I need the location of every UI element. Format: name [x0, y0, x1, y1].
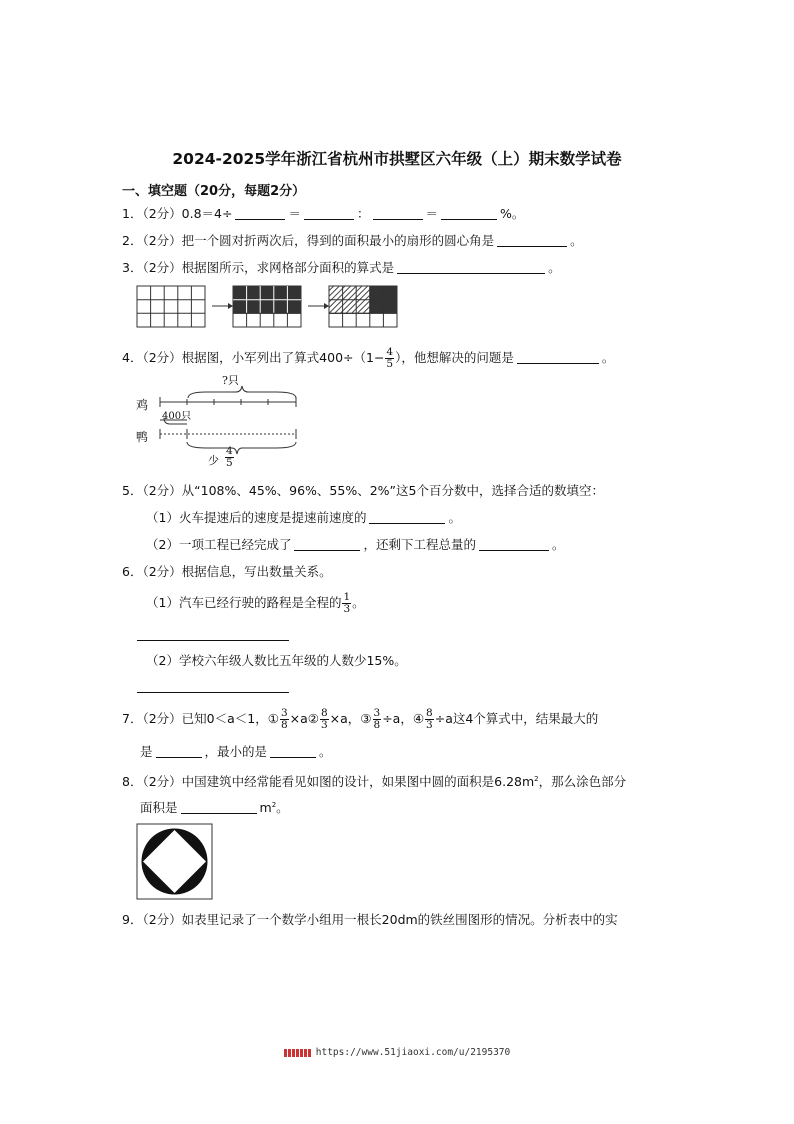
question-5: 5．（2分）从“108%、45%、96%、55%、2%”这5个百分数中，选择合适的数填空：: [122, 483, 604, 498]
blank[interactable]: [397, 260, 545, 274]
blank[interactable]: [235, 206, 285, 220]
grid-figure: [136, 285, 398, 329]
blank[interactable]: [441, 206, 497, 220]
question-6: 6．（2分）根据信息，写出数量关系。: [122, 564, 332, 579]
section-heading: 一、填空题（20分，每题2分）: [122, 184, 306, 199]
answer-line[interactable]: [137, 640, 289, 641]
blank[interactable]: [479, 537, 549, 551]
question-1: 1．（2分）0.8＝4÷ ＝ ： ＝ %。: [122, 206, 525, 221]
question-2: 2．（2分）把一个圆对折两次后，得到的面积最小的扇形的圆心角是 。: [122, 233, 583, 248]
question-4: 4．（2分）根据图，小军列出了算式400÷（1− $\frac{4}{5}$ ），他想解决的问题是 。: [122, 346, 615, 370]
blank[interactable]: [156, 744, 202, 758]
blank[interactable]: [369, 510, 445, 524]
blank[interactable]: [304, 206, 354, 220]
arrow-icon: [212, 303, 233, 309]
circle-square-figure: [136, 823, 214, 901]
footer-link[interactable]: https://www.51jiaoxi.com/u/2195370: [315, 1047, 511, 1058]
blank[interactable]: [270, 744, 316, 758]
answer-line[interactable]: [137, 692, 289, 693]
segment-diagram: 鸡 鸭 ?只 400只 少 $\frac{4}{5}$: [136, 372, 301, 472]
page-title: 2024-2025学年浙江省杭州市拱墅区六年级（上）期末数学试卷: [172, 150, 622, 168]
question-7-line2: 是 ，最小的是 。: [140, 744, 332, 759]
page-footer: [0, 1047, 794, 1058]
blank[interactable]: [373, 206, 423, 220]
blank[interactable]: [497, 233, 567, 247]
question-8-line2: 面积是 $m^2$。: [140, 800, 289, 816]
blank[interactable]: [517, 350, 599, 364]
question-9: 9．（2分）如表里记录了一个数学小组用一根长20dm的铁丝围图形的情况。分析表中的实: [122, 912, 618, 927]
question-8: 8．（2分）中国建筑中经常能看见如图的设计，如果图中圆的面积是$6.28m^2$，那么涂色部分: [122, 774, 627, 790]
question-6-1: （1）汽车已经行驶的路程是全程的 $\frac{1}{3}$ 。: [146, 591, 365, 615]
question-5-1: （1）火车提速后的速度是提速前速度的 。: [146, 510, 461, 525]
question-5-2: （2）一项工程已经完成了 ，还剩下工程总量的 。: [146, 537, 565, 552]
question-7: 7．（2分）已知0＜a＜1，① $\frac{3}{8}$ ×a② $\frac{8}{3}$ ×a，③ $\frac{3}{8}$ ÷a，④ $\frac{8}{3}$ ÷a这4个算式中，结果最大的: [122, 707, 599, 731]
site-logo-icon: [284, 1049, 312, 1057]
arrow-icon: [308, 303, 329, 309]
question-3: 3．（2分）根据图所示，求网格部分面积的算式是 。: [122, 260, 561, 275]
blank[interactable]: [181, 800, 257, 814]
question-6-2: （2）学校六年级人数比五年级的人数少15%。: [146, 653, 407, 668]
fraction: $\frac{4}{5}$: [386, 346, 394, 370]
blank[interactable]: [294, 537, 360, 551]
